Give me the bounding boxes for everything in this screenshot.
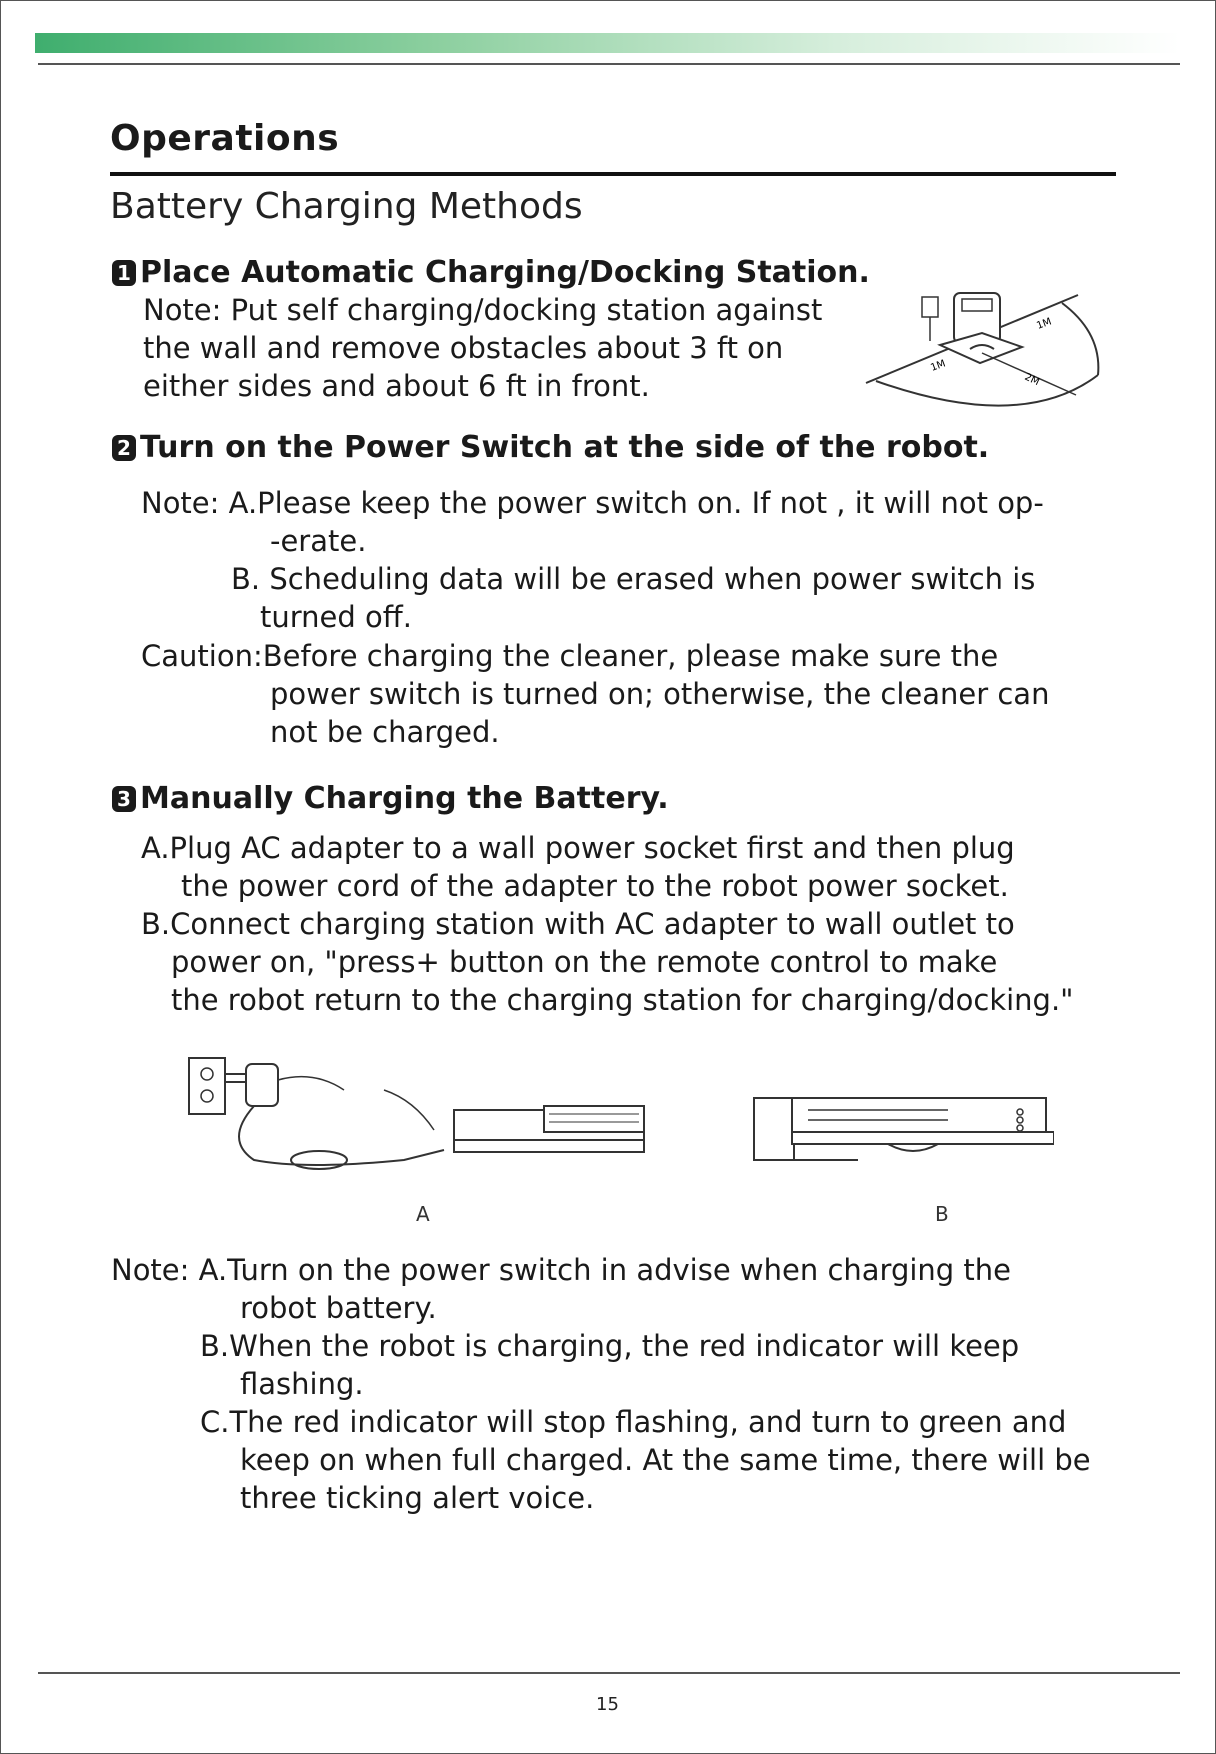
- header-gradient-bar: [35, 33, 1180, 53]
- step-1-title-text: Place Automatic Charging/Docking Station.: [140, 255, 870, 290]
- section-subtitle: Battery Charging Methods: [110, 186, 583, 227]
- note-a: Note: A.Turn on the power switch in advise when charging the: [111, 1253, 1012, 1287]
- step-1-note: [143, 291, 822, 405]
- note-a-cont: robot battery.: [240, 1291, 437, 1325]
- step-3-line-a: A.Plug AC adapter to a wall power socket first and then plug: [141, 831, 1015, 865]
- figure-a-label: A: [416, 1202, 430, 1226]
- diagram-label-1m-right: 1M: [1035, 316, 1054, 332]
- docking-station-diagram: [862, 283, 1102, 428]
- header-rule: [38, 63, 1180, 65]
- step-2-caution-cont-2: not be charged.: [270, 715, 500, 749]
- step-2-note-a-cont: -erate.: [270, 524, 367, 558]
- step-1-title: [112, 255, 870, 290]
- diagram-label-2m: 2M: [1022, 371, 1041, 389]
- step-3-line-b-cont-2: the robot return to the charging station for charging/docking.": [171, 983, 1074, 1017]
- step-2-title-text: Turn on the Power Switch at the side of the robot.: [140, 430, 990, 465]
- footer-rule: [38, 1672, 1180, 1674]
- step-2-note-b: B. Scheduling data will be erased when power switch is: [231, 562, 1036, 596]
- diagram-label-1m-left: 1M: [929, 358, 948, 374]
- figure-b-label: B: [935, 1202, 949, 1226]
- step-1-number-badge: 1: [112, 260, 136, 286]
- note-c-cont-1: keep on when full charged. At the same time, there will be: [240, 1443, 1091, 1477]
- figure-a-manual-charging: [184, 1050, 664, 1200]
- step-3-line-b: B.Connect charging station with AC adapter to wall outlet to: [141, 907, 1015, 941]
- page-number: 15: [596, 1694, 619, 1715]
- note-c: C.The red indicator will stop flashing, and turn to green and: [200, 1405, 1067, 1439]
- step-3-line-b-cont-1: power on, "press+ button on the remote control to make: [171, 945, 998, 979]
- step-1-line-3: either sides and about 6 ft in front.: [143, 369, 650, 403]
- step-2-note-b-cont: turned off.: [260, 600, 412, 634]
- note-b-cont: flashing.: [240, 1367, 364, 1401]
- figure-b-docked-robot: [748, 1090, 1054, 1170]
- note-b: B.When the robot is charging, the red indicator will keep: [200, 1329, 1020, 1363]
- step-2-caution-cont-1: power switch is turned on; otherwise, the cleaner can: [270, 677, 1050, 711]
- step-2-number-badge: 2: [112, 435, 136, 461]
- note-c-cont-2: three ticking alert voice.: [240, 1481, 595, 1515]
- step-2-caution: Caution:Before charging the cleaner, please make sure the: [141, 639, 999, 673]
- step-1-line-1: Note: Put self charging/docking station against: [143, 293, 823, 327]
- step-3-title-text: Manually Charging the Battery.: [140, 781, 669, 816]
- step-3-line-a-cont: the power cord of the adapter to the robot power socket.: [181, 869, 1009, 903]
- step-1-line-2: the wall and remove obstacles about 3 ft on: [143, 331, 784, 365]
- page-title: Operations: [110, 118, 340, 159]
- title-underline: [110, 172, 1116, 176]
- step-3-number-badge: 3: [112, 786, 136, 812]
- step-3-title: [112, 781, 669, 816]
- step-2-note-a: Note: A.Please keep the power switch on. If not , it will not op-: [141, 486, 1044, 520]
- step-2-title: [112, 430, 989, 465]
